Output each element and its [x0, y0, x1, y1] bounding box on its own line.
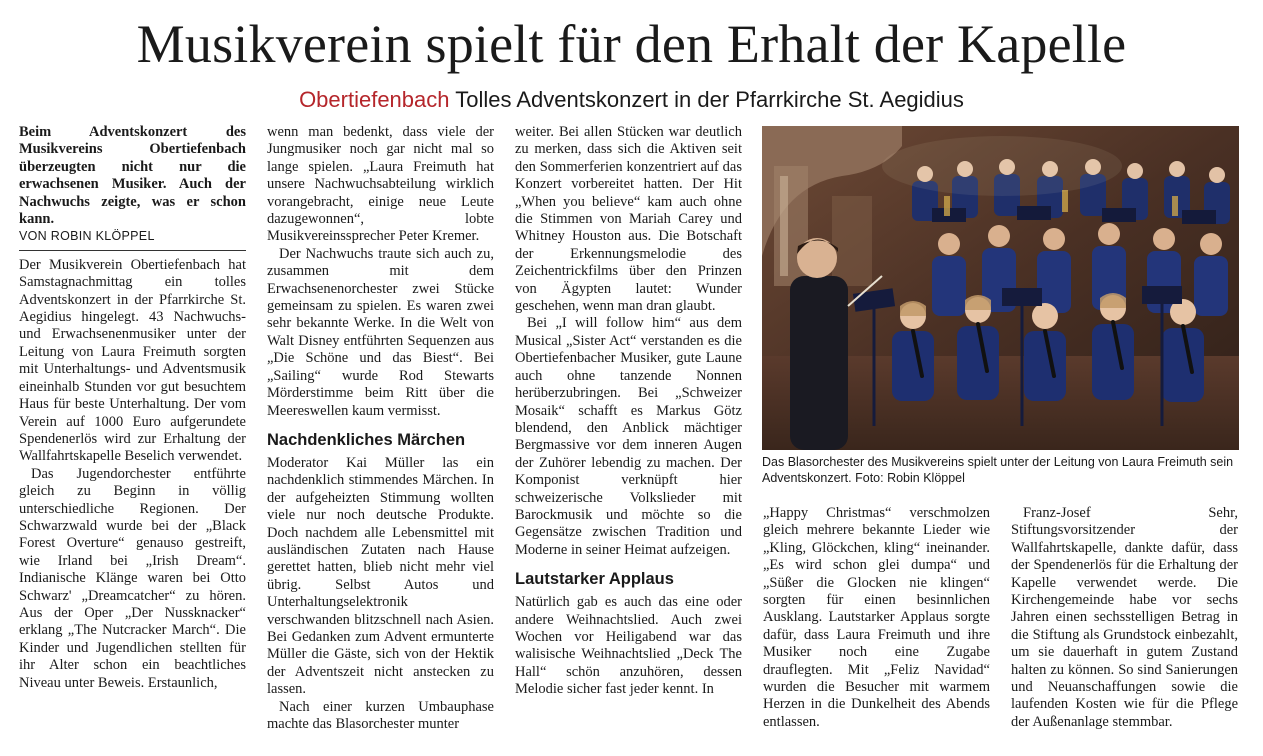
- body-paragraph: Der Musikverein Obertiefenbach hat Samstagnachmittag ein tolles Adventskonzert in der Pfarrkirche St. Aegidius hingelegt. 43 Nachwuchs- und Erwachsenenmusiker unter der Leitung von Laura Freimuth sorgten mit Unterhaltungs- und Adventsmusik eineinhalb Stunden vor gut besuchtem Haus für beste Unterhaltung. Der vom Verein auf 1000 Euro aufgerundete Spendenerlös wird zur Erhaltung der Wallfahrtskapelle Beselich verwendet.: [19, 256, 246, 465]
- body-paragraph: Das Jugendorchester entführte gleich zu Beginn in völlig unterschiedliche Regionen. Der Schwarzwald wurde bei der „Black Forest Overture“ genauso gestreift, wie Irland bei „Irish Dream“. Indianische Klänge waren bei Otto Schwarz' „Dreamcatcher“ zu hören. Aus der Oper „Der Nussknacker“ erklang „The Nutcracker March“. Die Kinder und Jugendlichen stellten für ihr Alter schon ein beachtliches Niveau unter Beweis. Erstaunlich,: [19, 465, 246, 691]
- lead-paragraph: Beim Adventskonzert des Musikvereins Obertiefenbach überzeugten nicht nur die erwachsenen Musiker. Auch der Nachwuchs zeigte, was er schon kann.: [19, 124, 246, 228]
- body-paragraph: Der Nachwuchs traute sich auch zu, zusammen mit dem Erwachsenenorchester zwei Stücke gemeinsam zu spielen. Es waren zwei sehr bekannte Werke. In die Welt von Walt Disney entführten Sequenzen aus „Die Schöne und das Biest“. Bei „Sailing“ wurde Rod Stewarts Mörderstimme beim Ritt über die Meereswellen kaum vermisst.: [267, 245, 494, 419]
- body-paragraph: Franz-Josef Sehr, Stiftungsvorsitzender der Wallfahrtskapelle, dankte dafür, dass der Spendenerlös für die Erhaltung der Kapelle verwendet werde. Die Kirchengemeinde habe vor sechs Jahren einen sechsstelligen Betrag in die Stiftung als Grundstock einbezahlt, um sie dauerhaft in gutem Zustand halten zu können. So sind Sanierungen und Neuanschaffungen sowie die laufenden Kosten wie für die Pflege der Außenanlage stemmbar.: [1011, 505, 1238, 730]
- section-heading: Nachdenkliches Märchen: [267, 430, 466, 449]
- photo-caption: [762, 454, 1239, 486]
- body-paragraph: Bei „I will follow him“ aus dem Musical „Sister Act“ verstanden es die Obertiefenbacher Musiker, gute Laune auch ohne tanzende Nonnen herüberzubringen. Bei „Schweizer Mosaik“ schafft es Markus Götz blendend, den Anblick mächtiger Bergmassive vor dem inneren Augen der Zuhörer lebendig zu machen. Der Komponist verknüpft hier schweizerische Volkslieder mit Barockmusik und möchte so die Gegensätze zwischen Tradition und Moderne in seiner Heimat aufzeigen.: [515, 315, 742, 558]
- column-4: [763, 505, 990, 731]
- subheadline: [0, 86, 1263, 114]
- column-3: [515, 124, 742, 699]
- body-paragraph: Nach einer kurzen Umbauphase machte das Blasorchester munter: [267, 698, 494, 732]
- caption-text: Das Blasorchester des Musikvereins spielt unter der Leitung von Laura Freimuth sein Adventskonzert.: [762, 455, 1234, 485]
- photo-credit: Foto: Robin Klöppel: [855, 471, 965, 485]
- body-paragraph: weiter. Bei allen Stücken war deutlich zu merken, dass sich die Aktiven seit den Sommerferien konzentriert auf das Konzert vorbereitet hatten. Der Hit „When you believe“ kam auch ohne die Stimmen von Mariah Carey und Whitney Houston aus. Die Botschaft der Erkennungsmelodie des Zeichentrickfilms über den Prinzen von Ägypten lautet: Wunder geschehen, wenn man dran glaubt.: [515, 124, 742, 315]
- section-heading: Lautstarker Applaus: [515, 570, 674, 589]
- column-5: [1011, 505, 1238, 731]
- body-paragraph: Natürlich gab es auch das eine oder andere Weihnachtslied. Auch zwei Wochen vor Heiligabend war das walisische Weihnachtslied „Deck The Hall“ schön anzuhören, dessen Melodie sicher fast jeder kennt. In: [515, 594, 742, 698]
- subheadline-text: Tolles Adventskonzert in der Pfarrkirche St. Aegidius: [455, 87, 964, 112]
- body-paragraph: Moderator Kai Müller las ein nachdenklich stimmendes Märchen. In der aufgeheizten Stimmung wollten viele nur noch deutsche Produkte. Doch nachdem alle Lebensmittel mit ausländischen Zutaten nach Hause gerettet hatten, blieb nicht mehr viel übrig. Selbst Autos und Unterhaltungselektronik verschwanden blitzschnell nach Asien. Bei Gedanken zum Advent ermunterte Müller die Gäste, sich von der Hektik der Adventszeit nicht anstecken zu lassen.: [267, 454, 494, 698]
- body-paragraph: wenn man bedenkt, dass viele der Jungmusiker noch gar nicht mal so lange spielen. „Laura Freimuth hat unsere Nachwuchsabteilung wirklich vorangebracht, einige neue Leute dazugewonnen“, lobte Musikvereinssprecher Peter Kremer.: [267, 124, 494, 245]
- byline: VON ROBIN KLÖPPEL: [19, 228, 246, 250]
- body-paragraph: „Happy Christmas“ verschmolzen gleich mehrere bekannte Lieder wie „Kling, Glöckchen, kling“ ineinander. „Es wird schon glei dumpa“ und „Süßer die Glocken nie klingen“ sorgten für einen besinnlichen Ausklang. Lautstarker Applaus sorgte dafür, dass Laura Freimuth und ihre Musiker noch eine Zugabe drauflegten. Mit „Feliz Navidad“ wurden die Besucher mit warmem Herzen in die Dunkelheit des Abends entlassen.: [763, 505, 990, 730]
- column-1: [19, 124, 246, 692]
- orchestra-photo: [762, 126, 1239, 450]
- headline: Musikverein spielt für den Erhalt der Kapelle: [136, 14, 1127, 74]
- location-label: Obertiefenbach: [299, 87, 450, 112]
- orchestra-photo-illustration: [762, 126, 1239, 450]
- column-2: [267, 124, 494, 733]
